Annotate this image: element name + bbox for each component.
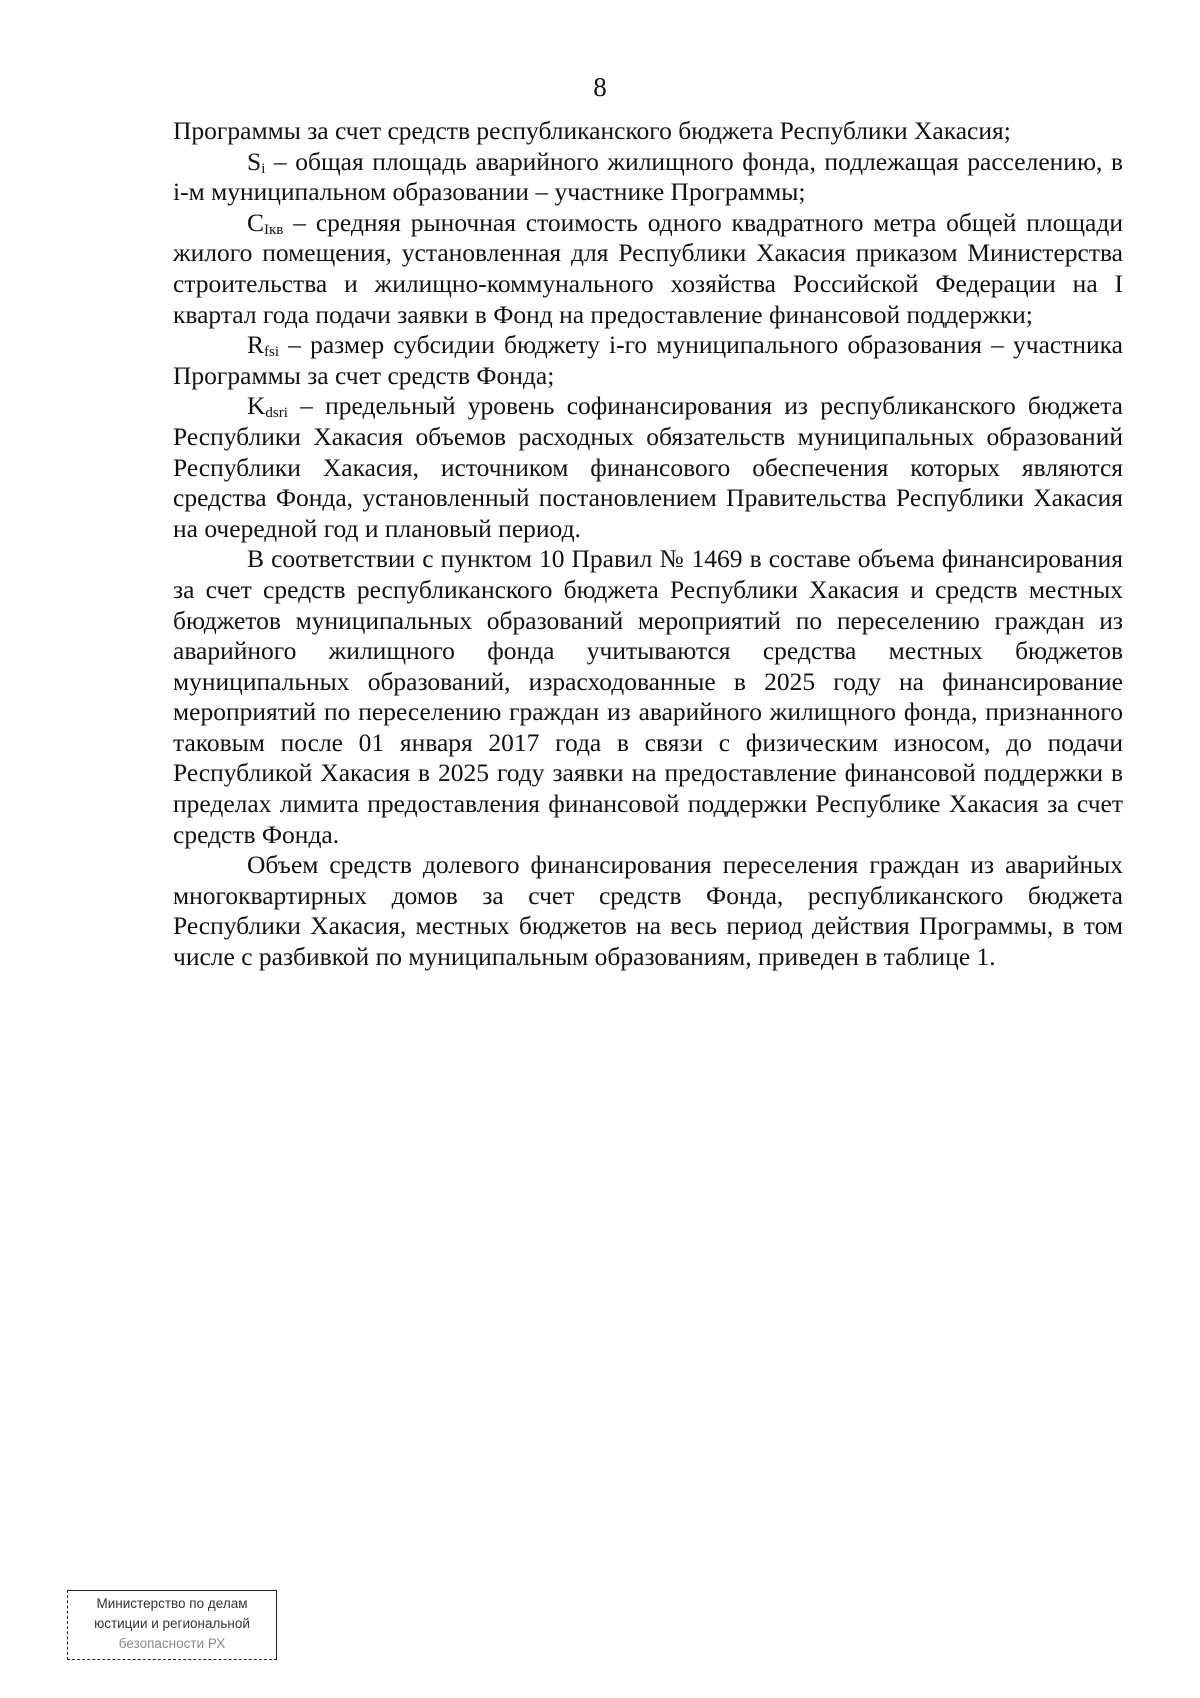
symbol-r-subscript: fsi <box>264 344 280 361</box>
ministry-stamp <box>67 1590 277 1660</box>
paragraph-rules-1469: В соответствии с пунктом 10 Правил № 1469 в составе объема финансирования за счет средств республиканского бюджета Республики Хакасия и средств местных бюджетов муниципальных образований мероприятий по переселению граждан из аварийного жилищного фонда учитываются средства местных бюджетов муниципальных образований, израсходованные в 2025 году на финансирование мероприятий по переселению граждан из аварийного жилищного фонда, признанного таковым после 01 января 2017 года в связи с физическим износом, до подачи Республикой Хакасия в 2025 году заявки на предоставление финансовой поддержки в пределах лимита предоставления финансовой поддержки Республике Хакасия за счет средств Фонда. <box>173 544 1123 849</box>
stamp-line-1: Министерство по делам <box>96 1596 248 1611</box>
paragraph-si-definition <box>173 147 1123 208</box>
paragraph-financing-volume: Объем средств долевого финансирования переселения граждан из аварийных многоквартирных домов за счет средств Фонда, республиканского бюджета Республики Хакасия, местных бюджетов на весь период действия Программы, в том числе с разбивкой по муниципальным образованиям, приведен в таблице 1. <box>173 850 1123 972</box>
page-number: 8 <box>593 72 607 102</box>
symbol-k-subscript: dsri <box>265 405 288 422</box>
symbol-r: R <box>247 330 265 360</box>
paragraph-rfsi-definition <box>173 330 1123 391</box>
document-body <box>173 116 1123 973</box>
paragraph-kdsri-definition <box>173 391 1123 544</box>
paragraph-ciкв-definition <box>173 208 1123 330</box>
symbol-s: S <box>247 146 262 176</box>
stamp-line-2: юстиции и региональной <box>94 1616 250 1631</box>
stamp-line-3: безопасности РХ <box>118 1636 226 1651</box>
ciкв-definition-text: – средняя рыночная стоимость одного квадратного метра общей площади жилого помещения, установленная для Республики Хакасия приказом Министерства строительства и жилищно-коммунального хозяйства Российской Федерации на I квартал года подачи заявки в Фонд на предоставление финансовой поддержки; <box>173 207 1123 329</box>
symbol-c-subscript: Iкв <box>264 221 284 238</box>
symbol-k: K <box>247 391 266 421</box>
kdsri-definition-text: – предельный уровень софинансирования из республиканского бюджета Республики Хакасия объемов расходных обязательств муниципальных образований Республики Хакасия, источником финансового обеспечения которых являются средства Фонда, установленный постановлением Правительства Республики Хакасия на очередной год и плановый период. <box>173 391 1123 543</box>
si-definition-text: – общая площадь аварийного жилищного фонда, подлежащая расселению, в i-м муниципальном образовании – участнике Программы; <box>173 146 1123 207</box>
symbol-c: C <box>247 207 265 237</box>
paragraph-1: Программы за счет средств республиканского бюджета Республики Хакасия; <box>173 116 1011 145</box>
rfsi-definition-text: – размер субсидии бюджету i-го муниципального образования – участника Программы за счет средств Фонда; <box>173 330 1123 390</box>
symbol-s-subscript: i <box>261 160 266 177</box>
